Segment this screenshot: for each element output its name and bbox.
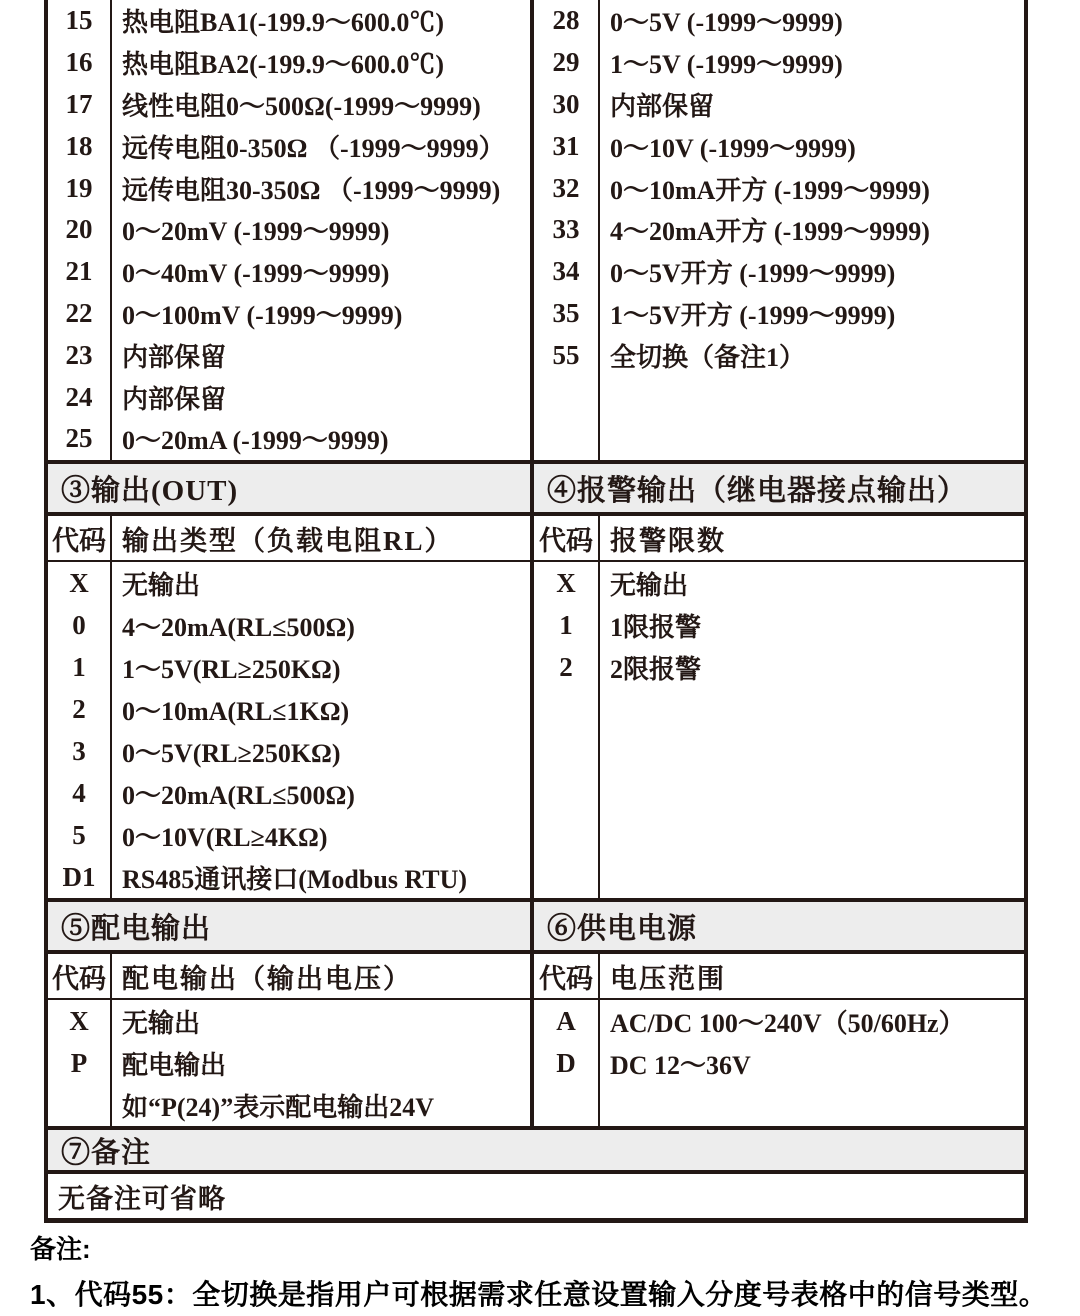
table-row bbox=[48, 1042, 530, 1084]
input-desc-cell: 远传电阻0-350Ω （-1999～9999） bbox=[122, 133, 505, 163]
supply-desc-cell: DC 12～36V bbox=[610, 1050, 751, 1080]
column-header-code: 代码 bbox=[48, 954, 112, 998]
alarm-desc-cell: 2限报警 bbox=[610, 654, 702, 684]
empty-rows-area bbox=[534, 376, 1024, 460]
input-code-cell: 35 bbox=[534, 293, 600, 335]
output-code-cell: 0 bbox=[48, 604, 112, 646]
input-code-cell: 31 bbox=[534, 125, 600, 167]
output-code-cell: 1 bbox=[48, 646, 112, 688]
dist-code-cell bbox=[48, 1084, 112, 1126]
dist-desc-cell: 无输出 bbox=[122, 1008, 201, 1038]
input-code-cell: 21 bbox=[48, 251, 112, 293]
section-band-5-6 bbox=[48, 902, 1024, 950]
input-code-cell: 29 bbox=[534, 42, 600, 84]
alarm-code-cell: 1 bbox=[534, 604, 600, 646]
input-desc-cell: 远传电阻30-350Ω （-1999～9999) bbox=[122, 175, 501, 205]
dist-desc-cell: 如“P(24)”表示配电输出24V bbox=[122, 1092, 434, 1122]
output-code-cell: X bbox=[48, 562, 112, 604]
supply-desc-cell: AC/DC 100～240V（50/60Hz） bbox=[610, 1008, 965, 1038]
input-code-cell: 33 bbox=[534, 209, 600, 251]
table-row bbox=[534, 209, 1024, 251]
input-desc-cell: 全切换（备注1） bbox=[610, 342, 806, 372]
input-code-cell: 24 bbox=[48, 376, 112, 418]
supply-code-cell: D bbox=[534, 1042, 600, 1084]
input-desc-cell: 内部保留 bbox=[122, 342, 227, 372]
notes-label: 备注: bbox=[30, 1234, 91, 1264]
table-row bbox=[48, 0, 530, 42]
input-code-cell: 22 bbox=[48, 293, 112, 335]
output-desc-cell: RS485通讯接口(Modbus RTU) bbox=[122, 864, 468, 894]
input-desc-cell: 热电阻BA1(-199.9～600.0℃) bbox=[122, 8, 445, 38]
table-row bbox=[534, 334, 1024, 376]
input-code-cell: 15 bbox=[48, 0, 112, 42]
table-row bbox=[534, 167, 1024, 209]
supply-table bbox=[534, 1000, 1024, 1126]
input-code-cell: 19 bbox=[48, 167, 112, 209]
input-desc-cell: 内部保留 bbox=[610, 91, 715, 121]
table-row bbox=[48, 730, 530, 772]
output-desc-cell: 4～20mA(RL≤500Ω) bbox=[122, 612, 355, 642]
table-row bbox=[534, 0, 1024, 42]
output-desc-cell: 0～5V(RL≥250KΩ) bbox=[122, 738, 341, 768]
output-code-cell: 4 bbox=[48, 772, 112, 814]
dist-code-cell: X bbox=[48, 1000, 112, 1042]
section-band-7 bbox=[48, 1130, 1024, 1170]
input-code-cell: 28 bbox=[534, 0, 600, 42]
table-row bbox=[48, 418, 530, 460]
output-table bbox=[48, 562, 530, 898]
input-code-cell: 17 bbox=[48, 84, 112, 126]
table-row bbox=[534, 604, 1024, 646]
power-dist-table bbox=[48, 1000, 530, 1126]
column-header-code: 代码 bbox=[48, 516, 112, 560]
note-1: 1、代码55：全切换是指用户可根据需求任意设置输入分度号表格中的信号类型。 bbox=[30, 1279, 1048, 1310]
input-desc-cell: 0～5V开方 (-1999～9999) bbox=[610, 259, 896, 289]
table-row bbox=[48, 688, 530, 730]
input-signal-table bbox=[48, 0, 1024, 460]
model-selection-table bbox=[44, 0, 1028, 1223]
table-row bbox=[48, 604, 530, 646]
table-row bbox=[48, 376, 530, 418]
alarm-desc-cell: 无输出 bbox=[610, 570, 689, 600]
table-row bbox=[534, 251, 1024, 293]
input-desc-cell: 0～5V (-1999～9999) bbox=[610, 8, 843, 38]
input-desc-cell: 内部保留 bbox=[122, 384, 227, 414]
table-row bbox=[48, 562, 530, 604]
output-desc-cell: 0～10V(RL≥4KΩ) bbox=[122, 822, 328, 852]
table-row bbox=[534, 1042, 1024, 1084]
table-row bbox=[48, 293, 530, 335]
column-header-output-type: 输出类型（负载电阻RL） bbox=[122, 525, 454, 556]
input-code-cell: 16 bbox=[48, 42, 112, 84]
section-title-output: ③输出(OUT) bbox=[61, 474, 239, 507]
section-title-remark: ⑦备注 bbox=[61, 1136, 152, 1169]
alarm-code-cell: X bbox=[534, 562, 600, 604]
table-row bbox=[48, 84, 530, 126]
column-header-dist-output: 配电输出（输出电压） bbox=[122, 963, 412, 994]
input-desc-cell: 0～40mV (-1999～9999) bbox=[122, 259, 390, 289]
output-code-cell: D1 bbox=[48, 856, 112, 898]
table-row bbox=[48, 209, 530, 251]
supply-code-cell: A bbox=[534, 1000, 600, 1042]
alarm-desc-cell: 1限报警 bbox=[610, 612, 702, 642]
section-title-alarm: ④报警输出（继电器接点输出） bbox=[547, 474, 968, 507]
input-desc-cell: 4～20mA开方 (-1999～9999) bbox=[610, 217, 930, 247]
column-header-code: 代码 bbox=[534, 516, 600, 560]
section-band-3-4 bbox=[48, 464, 1024, 512]
table-row bbox=[534, 125, 1024, 167]
input-desc-cell: 0～100mV (-1999～9999) bbox=[122, 300, 403, 330]
table-row bbox=[534, 84, 1024, 126]
output-desc-cell: 0～20mA(RL≤500Ω) bbox=[122, 780, 355, 810]
powerdist-supply-body bbox=[48, 1000, 1024, 1126]
input-code-cell: 55 bbox=[534, 334, 600, 376]
output-desc-cell: 无输出 bbox=[122, 570, 201, 600]
table-row bbox=[48, 42, 530, 84]
output-code-cell: 3 bbox=[48, 730, 112, 772]
input-desc-cell: 1～5V (-1999～9999) bbox=[610, 50, 843, 80]
input-table-right bbox=[534, 0, 1024, 460]
dist-desc-cell: 配电输出 bbox=[122, 1050, 227, 1080]
output-code-cell: 5 bbox=[48, 814, 112, 856]
input-desc-cell: 0～20mA (-1999～9999) bbox=[122, 426, 389, 456]
input-code-cell: 20 bbox=[48, 209, 112, 251]
table-row bbox=[534, 42, 1024, 84]
column-header-code: 代码 bbox=[534, 954, 600, 998]
table-row bbox=[48, 772, 530, 814]
table-row bbox=[534, 1000, 1024, 1042]
section-title-supply: ⑥供电电源 bbox=[547, 912, 698, 945]
table-row bbox=[48, 334, 530, 376]
input-code-cell: 32 bbox=[534, 167, 600, 209]
empty-rows-area bbox=[534, 1084, 1024, 1126]
input-code-cell: 25 bbox=[48, 418, 112, 460]
table-row bbox=[48, 1084, 530, 1126]
table-row bbox=[48, 814, 530, 856]
table-row bbox=[48, 251, 530, 293]
input-code-cell: 34 bbox=[534, 251, 600, 293]
table-row bbox=[48, 646, 530, 688]
output-desc-cell: 0～10mA(RL≤1KΩ) bbox=[122, 696, 350, 726]
output-alarm-body bbox=[48, 562, 1024, 898]
header-row-3-4 bbox=[48, 516, 1024, 562]
alarm-code-cell: 2 bbox=[534, 646, 600, 688]
table-row bbox=[48, 856, 530, 898]
table-row bbox=[534, 293, 1024, 335]
table-row bbox=[48, 167, 530, 209]
table-row bbox=[48, 1000, 530, 1042]
input-desc-cell: 1～5V开方 (-1999～9999) bbox=[610, 300, 896, 330]
column-header-voltage-range: 电压范围 bbox=[610, 963, 726, 994]
input-desc-cell: 线性电阻0～500Ω(-1999～9999) bbox=[122, 91, 481, 121]
input-table-left bbox=[48, 0, 530, 460]
footer-notes bbox=[30, 1234, 1070, 1312]
input-desc-cell: 0～20mV (-1999～9999) bbox=[122, 217, 390, 247]
dist-code-cell: P bbox=[48, 1042, 112, 1084]
table-row bbox=[534, 646, 1024, 688]
table-row bbox=[534, 562, 1024, 604]
input-code-cell: 18 bbox=[48, 125, 112, 167]
table-row bbox=[48, 125, 530, 167]
input-desc-cell: 0～10V (-1999～9999) bbox=[610, 133, 856, 163]
input-desc-cell: 0～10mA开方 (-1999～9999) bbox=[610, 175, 930, 205]
remark-value-row: 无备注可省略 bbox=[58, 1183, 226, 1214]
input-code-cell: 30 bbox=[534, 84, 600, 126]
empty-rows-area bbox=[534, 688, 1024, 898]
output-code-cell: 2 bbox=[48, 688, 112, 730]
input-desc-cell: 热电阻BA2(-199.9～600.0℃) bbox=[122, 50, 445, 80]
output-desc-cell: 1～5V(RL≥250KΩ) bbox=[122, 654, 341, 684]
section-title-power-dist: ⑤配电输出 bbox=[61, 912, 212, 945]
header-row-5-6 bbox=[48, 954, 1024, 1000]
alarm-table bbox=[534, 562, 1024, 898]
input-code-cell: 23 bbox=[48, 334, 112, 376]
column-header-alarm-limit: 报警限数 bbox=[610, 525, 726, 556]
